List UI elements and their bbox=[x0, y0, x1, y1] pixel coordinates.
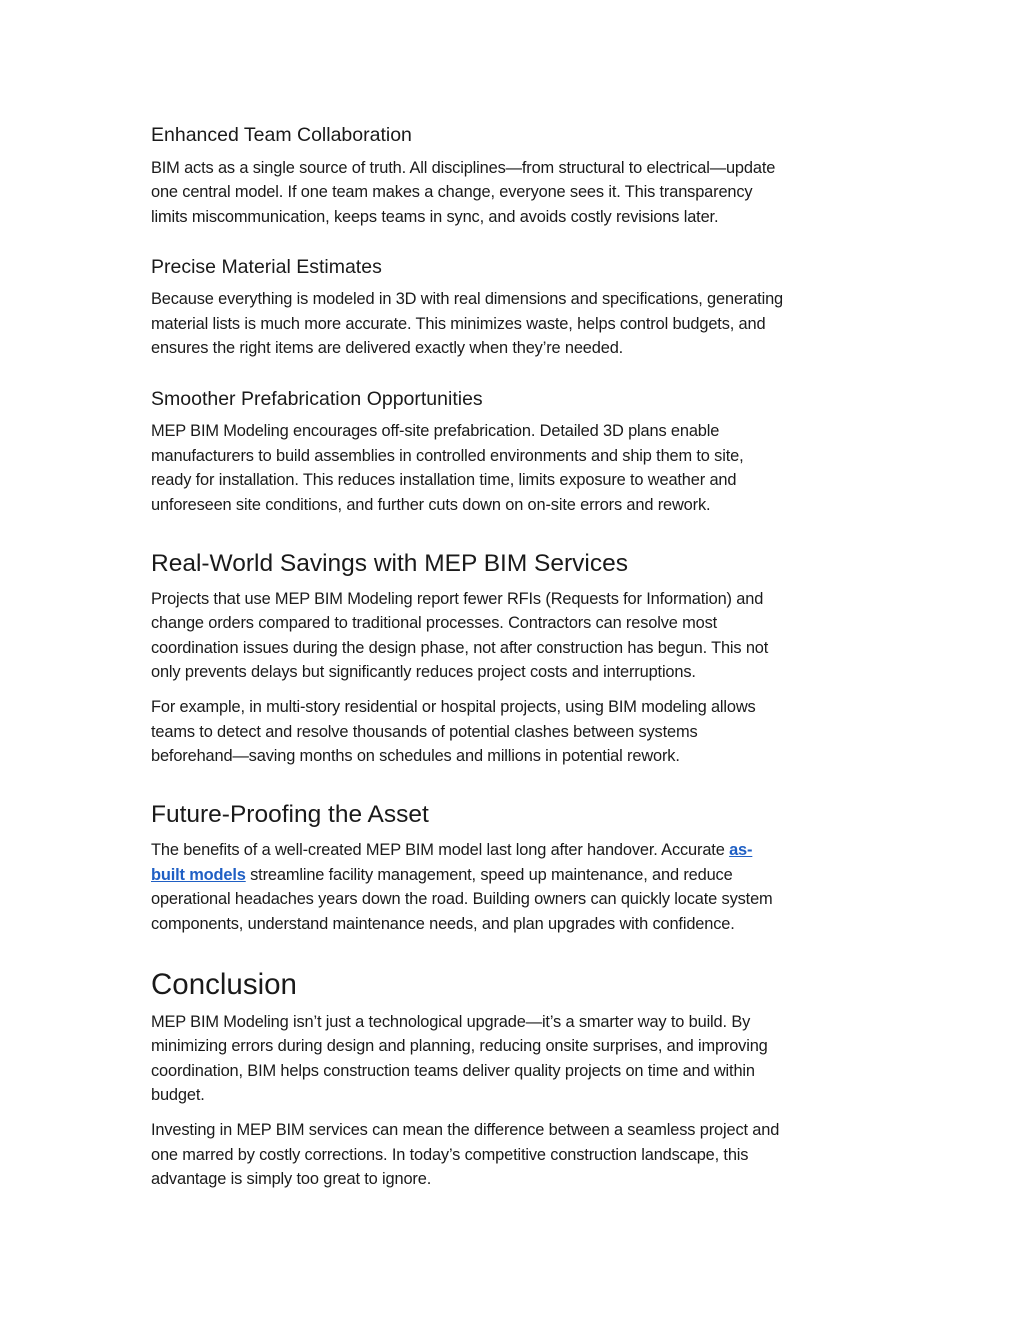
text-line bbox=[151, 1167, 911, 1192]
text-line bbox=[151, 587, 911, 612]
text-line bbox=[151, 863, 911, 888]
as-built-models-link[interactable]: built models bbox=[151, 865, 246, 884]
paragraph bbox=[151, 838, 911, 936]
paragraph bbox=[151, 1010, 911, 1108]
paragraph bbox=[151, 287, 911, 361]
paragraph bbox=[151, 419, 911, 517]
as-built-models-link[interactable]: as- bbox=[729, 841, 753, 859]
text-line bbox=[151, 636, 911, 661]
text-line bbox=[151, 744, 911, 769]
section-heading: Future-Proofing the Asset bbox=[151, 801, 429, 829]
text-line bbox=[151, 336, 911, 361]
text-run: change orders compared to traditional processes. Contractors can resolve most bbox=[151, 614, 718, 632]
text-run: coordination, BIM helps construction teams deliver quality projects on time and within bbox=[151, 1061, 755, 1080]
text-run: budget. bbox=[151, 1086, 205, 1105]
text-line bbox=[151, 312, 911, 337]
section-heading: Real-World Savings with MEP BIM Services bbox=[151, 549, 628, 577]
section-heading: Smoother Prefabrication Opportunities bbox=[151, 387, 483, 410]
text-run: The benefits of a well-created MEP BIM model last long after handover. Accurate bbox=[151, 841, 730, 859]
text-line bbox=[151, 1118, 911, 1143]
text-line bbox=[151, 720, 911, 745]
paragraph bbox=[151, 156, 911, 230]
text-run: minimizing errors during design and planning, reducing onsite surprises, and improving bbox=[151, 1037, 768, 1056]
document-body bbox=[151, 121, 911, 1192]
text-line bbox=[151, 611, 911, 636]
text-run: only prevents delays but significantly reduces project costs and interruptions. bbox=[151, 663, 696, 681]
text-run: ensures the right items are delivered exactly when they’re needed. bbox=[151, 339, 624, 358]
text-line bbox=[151, 1059, 911, 1084]
text-run: MEP BIM Modeling isn’t just a technological upgrade—it’s a smarter way to build. By bbox=[151, 1012, 751, 1031]
section bbox=[151, 385, 911, 518]
text-run: teams to detect and resolve thousands of potential clashes between systems bbox=[151, 722, 698, 741]
section bbox=[151, 548, 911, 769]
text-line bbox=[151, 180, 911, 205]
text-run: MEP BIM Modeling encourages off-site prefabrication. Detailed 3D plans enable bbox=[151, 422, 720, 440]
text-line bbox=[151, 1083, 911, 1108]
text-run: manufacturers to build assemblies in controlled environments and ship them to site, bbox=[151, 446, 744, 465]
text-run: coordination issues during the design phase, not after construction has begun. This not bbox=[151, 638, 769, 657]
text-run: Projects that use MEP BIM Modeling report fewer RFIs (Requests for Information) and bbox=[151, 589, 764, 608]
text-line bbox=[151, 468, 911, 493]
text-line bbox=[151, 1143, 911, 1168]
text-run: components, understand maintenance needs, and plan upgrades with confidence. bbox=[151, 914, 735, 933]
text-run: streamline facility management, speed up maintenance, and reduce bbox=[245, 865, 733, 884]
text-line bbox=[151, 660, 911, 685]
section bbox=[151, 121, 911, 229]
text-line bbox=[151, 419, 911, 444]
text-line bbox=[151, 156, 911, 181]
text-line bbox=[151, 1034, 911, 1059]
text-line bbox=[151, 912, 911, 937]
section-heading: Precise Material Estimates bbox=[151, 255, 382, 278]
text-run: material lists is much more accurate. This minimizes waste, helps control budgets, and bbox=[151, 314, 766, 333]
paragraph bbox=[151, 587, 911, 685]
text-run: advantage is simply too great to ignore. bbox=[151, 1170, 432, 1189]
text-run: ready for installation. This reduces installation time, limits exposure to weather and bbox=[151, 471, 737, 489]
section bbox=[151, 253, 911, 361]
section-heading: Enhanced Team Collaboration bbox=[151, 124, 412, 146]
section-heading: Conclusion bbox=[151, 967, 297, 1001]
text-run: one marred by costly corrections. In today’s competitive construction landscape, this bbox=[151, 1145, 749, 1164]
text-line bbox=[151, 493, 911, 518]
text-line bbox=[151, 444, 911, 469]
text-line bbox=[151, 695, 911, 720]
text-line bbox=[151, 1010, 911, 1035]
text-run: one central model. If one team makes a change, everyone sees it. This transparency bbox=[151, 183, 753, 201]
text-line bbox=[151, 887, 911, 912]
section bbox=[151, 799, 911, 936]
text-line bbox=[151, 838, 911, 863]
text-run: operational headaches years down the road. Building owners can quickly locate system bbox=[151, 890, 773, 908]
text-line bbox=[151, 287, 911, 312]
text-run: beforehand—saving months on schedules and millions in potential rework. bbox=[151, 747, 680, 765]
paragraph bbox=[151, 1118, 911, 1192]
text-run: For example, in multi-story residential or hospital projects, using BIM modeling allows bbox=[151, 698, 756, 716]
text-run: Investing in MEP BIM services can mean the difference between a seamless project and bbox=[151, 1121, 780, 1140]
section bbox=[151, 966, 911, 1192]
paragraph bbox=[151, 695, 911, 769]
text-run: limits miscommunication, keeps teams in sync, and avoids costly revisions later. bbox=[151, 207, 719, 226]
text-run: unforeseen site conditions, and further cuts down on on-site errors and rework. bbox=[151, 495, 711, 514]
text-line bbox=[151, 205, 911, 230]
text-run: BIM acts as a single source of truth. All disciplines—from structural to electrical—update bbox=[151, 158, 776, 177]
text-run: Because everything is modeled in 3D with real dimensions and specifications, generating bbox=[151, 290, 784, 309]
